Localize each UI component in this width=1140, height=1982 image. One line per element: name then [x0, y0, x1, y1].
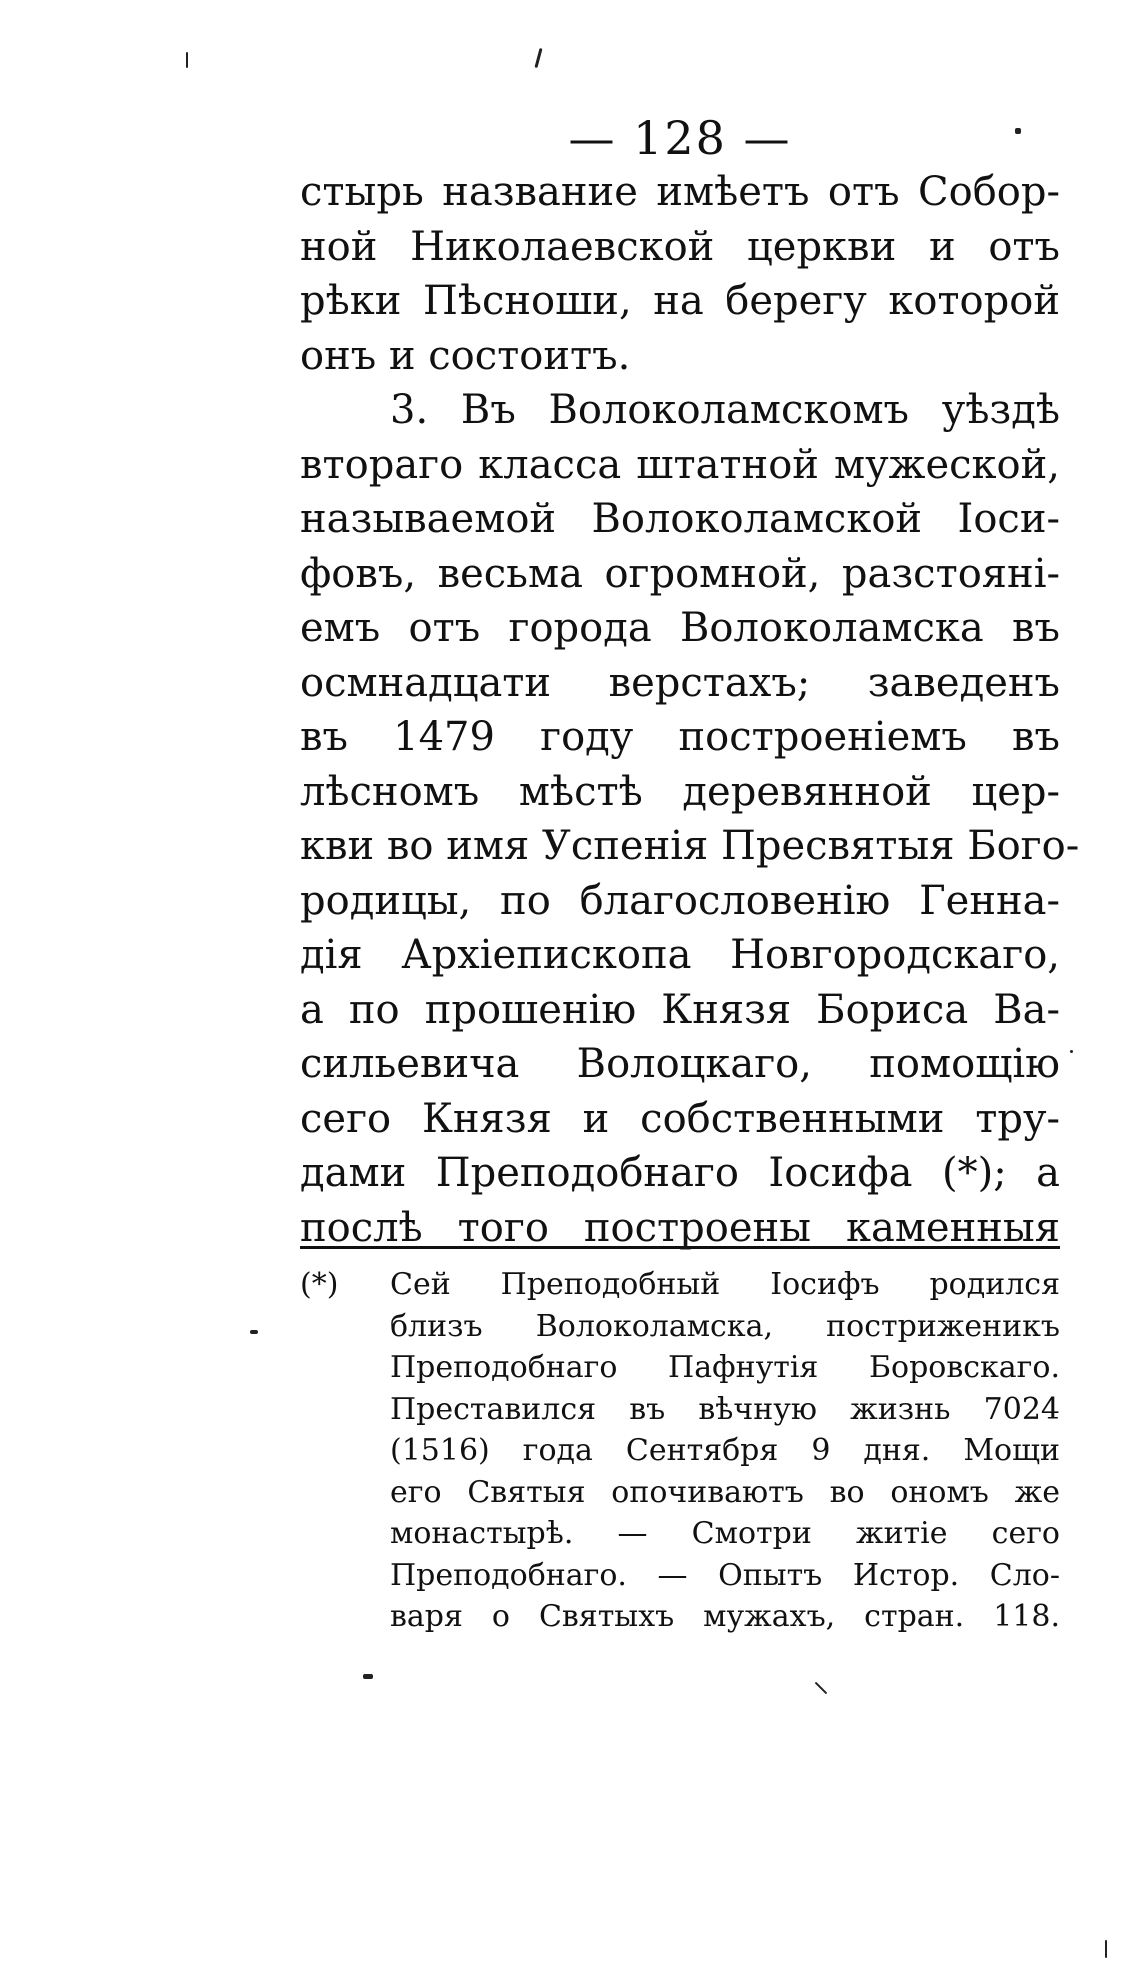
- text-line: сего Князя и собственными тру-: [300, 1095, 1060, 1142]
- footnote-line: Сей Преподобный Іосифъ родился: [390, 1267, 1060, 1302]
- text-line: осмнадцати верстахъ; заведенъ: [300, 659, 1060, 706]
- text-line: емъ отъ города Волоколамска въ: [300, 605, 1060, 651]
- text-line: лѣсномъ мѣстѣ деревянной цер-: [300, 768, 1060, 815]
- footnote-marker: (*): [300, 1267, 339, 1302]
- scan-speck: [250, 1330, 258, 1334]
- scan-speck: [815, 1682, 828, 1695]
- text-line: 3. Въ Волоколамскомъ уѣздѣ: [390, 387, 1060, 433]
- text-line: онъ и состоитъ.: [300, 332, 631, 379]
- text-line: рѣки Пѣсноши, на берегу которой: [300, 278, 1060, 324]
- text-line: послѣ того построены каменныя: [300, 1204, 1060, 1251]
- text-line: сильевича Волоцкаго, помощію: [300, 1041, 1060, 1087]
- footnote-line: Преставился въ вѣчную жизнь 7024: [390, 1391, 1060, 1427]
- footnote-line: варя о Святыхъ мужахъ, стран. 118.: [390, 1599, 1060, 1634]
- text-line: фовъ, весьма огромной, разстояні-: [300, 550, 1060, 597]
- text-line: втораго класса штатной мужеской,: [300, 441, 1060, 488]
- scan-speck: [363, 1674, 373, 1679]
- text-line: кви во имя Успенія Пресвятыя Бого-: [300, 823, 1080, 869]
- text-line: а по прошенію Князя Бориса Ва-: [300, 986, 1060, 1033]
- footnote-text: [390, 1264, 1060, 1638]
- text-line: въ 1479 году построеніемъ въ: [300, 714, 1060, 760]
- footnote-divider: [300, 1246, 1060, 1249]
- text-line: дами Преподобнаго Іосифа (*); а: [300, 1150, 1060, 1196]
- text-line: родицы, по благословенію Генна-: [300, 877, 1060, 924]
- scan-speck: [534, 48, 542, 68]
- footnote-line: близъ Волоколамска, постриженикъ: [390, 1308, 1060, 1344]
- footnote-line: Преподобнаго. — Опытъ Истор. Сло-: [390, 1557, 1060, 1593]
- footnote-line: монастырѣ. — Смотри житіе сего: [390, 1516, 1060, 1551]
- scan-speck: [1015, 128, 1021, 134]
- scan-speck: [1105, 1940, 1107, 1958]
- main-text: [300, 165, 1080, 1255]
- text-line: дія Архіепископа Новгородскаго,: [300, 932, 1060, 978]
- footnote-line: его Святыя опочиваютъ во ономъ же: [390, 1474, 1060, 1510]
- text-line: называемой Волоколамской Іоси-: [300, 496, 1060, 542]
- text-line: ной Николаевской церкви и отъ: [300, 223, 1060, 270]
- scan-speck: [186, 52, 188, 68]
- footnote-line: (1516) года Сентября 9 дня. Мощи: [390, 1433, 1060, 1468]
- text-line: стырь название имѣетъ отъ Собор-: [300, 169, 1060, 215]
- footnote-line: Преподобнаго Пафнутія Боровскаго.: [390, 1350, 1060, 1385]
- page-number-header: — 128 —: [568, 111, 792, 165]
- scan-speck: [1070, 1050, 1073, 1053]
